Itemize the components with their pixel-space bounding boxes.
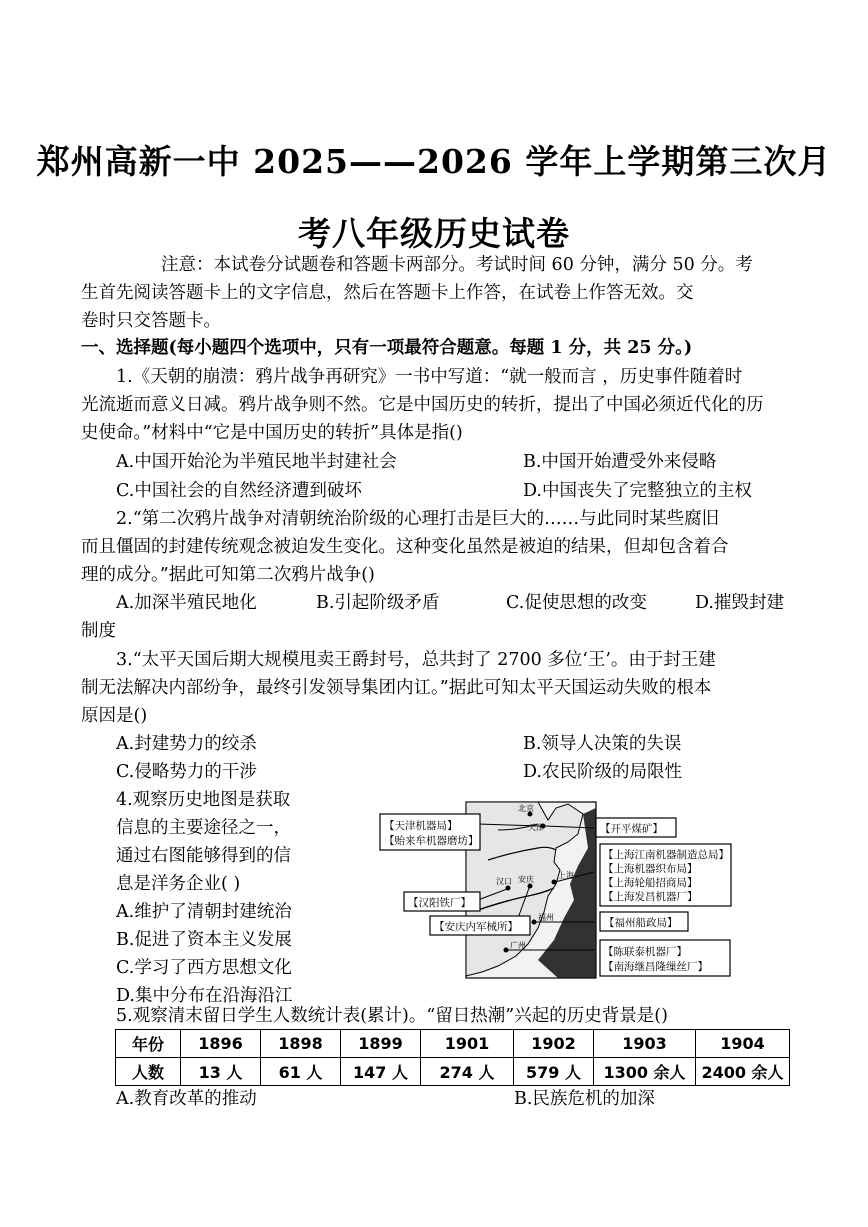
city-label-guangzhou: 广州	[510, 941, 526, 950]
q3-option-b: B.领导人决策的失误	[523, 734, 682, 754]
label-shanghai-jiangnan: 【上海江南机器制造总局】	[603, 849, 729, 861]
table-cell-count: 61 人	[261, 1058, 341, 1086]
label-fuzhou-shipyard: 【福州船政局】	[604, 917, 678, 929]
table-head-year: 年份	[116, 1030, 181, 1058]
city-label-hankou: 汉口	[496, 877, 512, 886]
q2-option-d: D.摧毁封建	[695, 593, 784, 613]
city-label-shanghai: 上海	[558, 871, 574, 880]
exam-title-line2: 考八年级历史试卷	[298, 214, 570, 253]
notice-line-2: 生首先阅读答题卡上的文字信息，然后在答题卡上作答，在试卷上作答无效。交	[81, 283, 694, 303]
q3-stem-line-2: 制无法解决内部纷争，最终引发领导集团内讧。”据此可知太平天国运动失败的根本	[81, 678, 712, 698]
q1-option-c: C.中国社会的自然经济遭到破坏	[116, 481, 362, 501]
label-shanghai-fachang: 【上海发昌机器厂】	[603, 891, 698, 903]
q2-option-d-continuation: 制度	[81, 621, 116, 641]
table-cell-year: 1896	[181, 1030, 261, 1058]
table-cell-count: 274 人	[421, 1058, 514, 1086]
city-label-tianjin: 天津	[528, 823, 544, 832]
q1-stem-line-1: 1.《天朝的崩溃：鸦片战争再研究》一书中写道：“就一般而言 ，历史事件随着时	[116, 367, 743, 387]
city-label-beijing: 北京	[518, 804, 534, 813]
q2-option-a: A.加深半殖民地化	[116, 593, 257, 613]
label-hanyang-ironworks: 【汉阳铁厂】	[408, 897, 471, 909]
q1-option-d: D.中国丧失了完整独立的主权	[523, 481, 752, 501]
notice-line-1: 注意：本试卷分试题卷和答题卡两部分。考试时间 60 分钟，满分 50 分。考	[161, 255, 753, 275]
q4-stem-line-1: 4.观察历史地图是获取	[116, 790, 291, 810]
q1-option-a: A.中国开始沦为半殖民地半封建社会	[116, 452, 397, 472]
label-jichanglong-filature: 【南海继昌隆缫丝厂】	[603, 961, 708, 973]
label-shanghai-steamship: 【上海轮船招商局】	[603, 877, 698, 889]
label-shanghai-weaving: 【上海机器织布局】	[603, 863, 698, 875]
city-label-fuzhou: 福州	[538, 913, 554, 922]
table-row-years	[116, 1030, 790, 1058]
label-box-anqing	[430, 916, 530, 935]
label-anqing-arsenal: 【安庆内军械所】	[434, 921, 518, 933]
label-chenliantai-factory: 【陈联泰机器厂】	[603, 946, 687, 958]
q4-option-d: D.集中分布在沿海沿江	[116, 986, 293, 1006]
label-box-fuzhou	[600, 912, 688, 931]
label-box-hanyang	[404, 892, 480, 911]
q4-stem-line-4: 息是洋务企业( )	[116, 874, 241, 894]
q3-stem-line-1: 3.“太平天国后期大规模甩卖王爵封号，总共封了 2700 多位‘王’。由于封王建	[116, 650, 716, 670]
label-tianjin-arsenal: 【天津机器局】	[384, 820, 458, 832]
table-cell-count: 13 人	[181, 1058, 261, 1086]
city-marker-anqing	[528, 884, 533, 889]
section-heading-choice: 一、选择题(每小题四个选项中，只有一项最符合题意。每题 1 分，共 25 分。)	[81, 338, 693, 358]
notice-line-3: 卷时只交答题卡。	[81, 311, 221, 331]
q2-stem-line-2: 而且僵固的封建传统观念被迫发生变化。这种变化虽然是被迫的结果，但却包含着合	[81, 537, 729, 557]
overseas-students-table	[115, 1029, 790, 1086]
label-box-guangzhou	[600, 940, 730, 976]
label-box-shanghai	[600, 844, 731, 906]
table-cell-count: 579 人	[514, 1058, 594, 1086]
q1-stem-line-3: 史使命。”材料中“它是中国历史的转折”具体是指()	[81, 423, 463, 443]
q5-stem: 5.观察清末留日学生人数统计表(累计)。“留日热潮”兴起的历史背景是()	[116, 1006, 668, 1026]
table-cell-year: 1904	[696, 1030, 790, 1058]
q4-stem-line-2: 信息的主要途径之一，	[116, 818, 291, 838]
city-marker-guangzhou	[504, 948, 509, 953]
table-cell-year: 1903	[594, 1030, 696, 1058]
table-cell-year: 1899	[341, 1030, 421, 1058]
label-box-tianjin	[380, 814, 480, 850]
label-box-kaiping	[596, 818, 676, 837]
table-cell-year: 1901	[421, 1030, 514, 1058]
q5-option-a: A.教育改革的推动	[116, 1089, 257, 1109]
q3-option-d: D.农民阶级的局限性	[523, 762, 682, 782]
q3-option-a: A.封建势力的绞杀	[116, 734, 257, 754]
table-cell-count: 147 人	[341, 1058, 421, 1086]
westernization-enterprises-map	[378, 800, 733, 980]
exam-title-line1: 郑州高新一中 2025——2026 学年上学期第三次月	[36, 142, 832, 181]
city-marker-fuzhou	[532, 920, 537, 925]
table-cell-year: 1898	[261, 1030, 341, 1058]
q2-option-b: B.引起阶级矛盾	[316, 593, 440, 613]
q1-option-b: B.中国开始遭受外来侵略	[523, 452, 717, 472]
q4-stem-line-3: 通过右图能够得到的信	[116, 846, 291, 866]
q2-stem-line-3: 理的成分。”据此可知第二次鸦片战争()	[81, 565, 375, 585]
table-cell-count: 1300 余人	[594, 1058, 696, 1086]
q2-stem-line-1: 2.“第二次鸦片战争对清朝统治阶级的心理打击是巨大的……与此同时某些腐旧	[116, 509, 720, 529]
table-cell-year: 1902	[514, 1030, 594, 1058]
q4-option-c: C.学习了西方思想文化	[116, 958, 292, 978]
q2-option-c: C.促使思想的改变	[506, 593, 647, 613]
q5-option-b: B.民族危机的加深	[514, 1089, 655, 1109]
q4-option-b: B.促进了资本主义发展	[116, 930, 292, 950]
city-label-anqing: 安庆	[518, 875, 534, 884]
q3-option-c: C.侵略势力的干涉	[116, 762, 257, 782]
table-cell-count: 2400 余人	[696, 1058, 790, 1086]
q3-stem-line-3: 原因是()	[81, 706, 148, 726]
q4-option-a: A.维护了清朝封建统治	[116, 902, 292, 922]
q1-stem-line-2: 光流逝而意义日减。鸦片战争则不然。它是中国历史的转折，提出了中国必须近代化的历	[81, 395, 764, 415]
table-head-count: 人数	[116, 1058, 181, 1086]
label-tianjin-mill: 【贻来牟机器磨坊】	[384, 835, 479, 847]
label-kaiping-mine: 【开平煤矿】	[600, 823, 663, 835]
table-row-counts	[116, 1058, 790, 1086]
